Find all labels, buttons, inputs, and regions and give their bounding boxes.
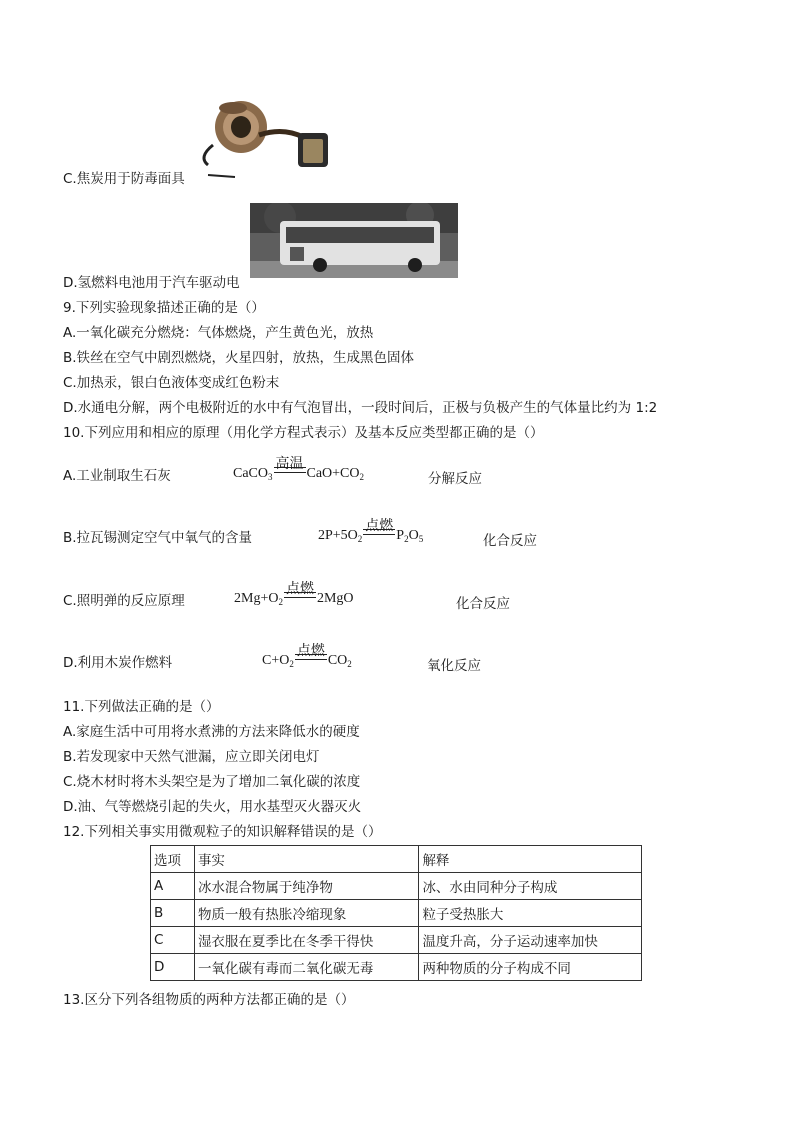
q10-option-a-equation: CaCO$_3$ 高温 $CaO+CO_2$ (233, 466, 364, 482)
table-cell: 冰水混合物属于纯净物 (194, 873, 419, 900)
q9-option-b: B.铁丝在空气中剧烈燃烧，火星四射，放热，生成黑色固体 (63, 350, 415, 366)
table-cell: 物质一般有热胀冷缩现象 (194, 900, 419, 927)
q9-option-a: A.一氧化碳充分燃烧：气体燃烧，产生黄色光，放热 (63, 325, 374, 341)
reaction-condition: 点燃 (285, 581, 314, 597)
q9-stem: 9.下列实验现象描述正确的是（） (63, 300, 265, 316)
table-cell: B (151, 900, 195, 927)
q10-option-c-equation: $2Mg+O_2$ 点燃 2MgO (234, 591, 354, 607)
table-row (151, 900, 642, 927)
q10-option-d-equation: $C+O_2$ 点燃 $CO_2$ (262, 653, 352, 669)
q9-option-d: D.水通电分解，两个电极附近的水中有气泡冒出，一段时间后，正极与负极产生的气体量比约为 1:2 (63, 400, 658, 416)
q10-option-d-label: D.利用木炭作燃料 (63, 655, 173, 671)
table-header-row (151, 846, 642, 873)
table-row (151, 954, 642, 981)
table-cell: A (151, 873, 195, 900)
table-cell: 粒子受热胀大 (419, 900, 642, 927)
table-cell: D (151, 954, 195, 981)
table-header: 选项 (151, 846, 195, 873)
table-cell: C (151, 927, 195, 954)
q13-stem: 13.区分下列各组物质的两种方法都正确的是（） (63, 992, 355, 1008)
q11-option-a: A.家庭生活中可用将水煮沸的方法来降低水的硬度 (63, 724, 360, 740)
q10-option-a-label: A.工业制取生石灰 (63, 468, 171, 484)
q8-option-d: D.氢燃料电池用于汽车驱动电 (63, 275, 240, 291)
q10-option-d-type: 氧化反应 (427, 658, 481, 674)
q10-option-c-type: 化合反应 (456, 596, 510, 612)
reaction-condition: 高温 (275, 456, 304, 472)
q10-option-b-equation: $2P+5O_2$ 点燃 $P_2O_5$ (318, 528, 423, 544)
q8-option-c: C.焦炭用于防毒面具 (63, 171, 185, 187)
table-cell: 一氧化碳有毒而二氧化碳无毒 (194, 954, 419, 981)
table-cell: 温度升高，分子运动速率加快 (419, 927, 642, 954)
q10-option-a-type: 分解反应 (428, 471, 482, 487)
reaction-condition: 点燃 (296, 643, 325, 659)
q10-option-c-label: C.照明弹的反应原理 (63, 593, 185, 609)
q12-table (150, 845, 642, 981)
table-header: 解释 (419, 846, 642, 873)
hydrogen-bus-image (250, 203, 458, 278)
q11-option-c: C.烧木材时将木头架空是为了增加二氧化碳的浓度 (63, 774, 361, 790)
reaction-condition: 点燃 (365, 518, 394, 534)
q10-option-b-label: B.拉瓦锡测定空气中氧气的含量 (63, 530, 253, 546)
q11-stem: 11.下列做法正确的是（） (63, 699, 220, 715)
table-header: 事实 (194, 846, 419, 873)
q10-option-b-type: 化合反应 (483, 533, 537, 549)
gas-mask-image (193, 97, 333, 187)
q9-option-c: C.加热汞，银白色液体变成红色粉末 (63, 375, 280, 391)
q11-option-d: D.油、气等燃烧引起的失火，用水基型灭火器灭火 (63, 799, 362, 815)
q10-stem: 10.下列应用和相应的原理（用化学方程式表示）及基本反应类型都正确的是（） (63, 425, 544, 441)
q12-stem: 12.下列相关事实用微观粒子的知识解释错误的是（） (63, 824, 382, 840)
table-row (151, 873, 642, 900)
table-cell: 湿衣服在夏季比在冬季干得快 (194, 927, 419, 954)
table-row (151, 927, 642, 954)
q11-option-b: B.若发现家中天然气泄漏，应立即关闭电灯 (63, 749, 320, 765)
table-cell: 两种物质的分子构成不同 (419, 954, 642, 981)
table-cell: 冰、水由同种分子构成 (419, 873, 642, 900)
